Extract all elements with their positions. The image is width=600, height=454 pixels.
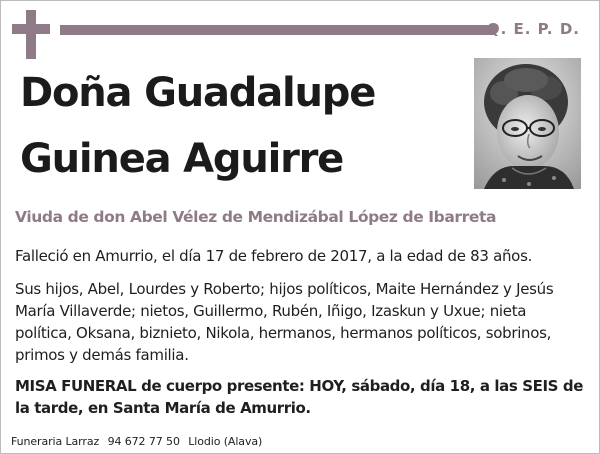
deceased-name-line-1: Doña Guadalupe <box>20 70 376 116</box>
footer <box>11 435 267 448</box>
funeral-mass-text: MISA FUNERAL de cuerpo presente: HOY, sábado, día 18, a las SEIS de la tarde, en Santa María de Amurrio. <box>15 377 583 417</box>
death-notice-text: Falleció en Amurrio, el día 17 de febrero de 2017, a la edad de 83 años. <box>15 247 533 265</box>
deceased-name-line-2: Guinea Aguirre <box>20 136 344 182</box>
header-rule <box>60 25 496 35</box>
cross-horizontal-bar <box>12 24 50 34</box>
family-text: Sus hijos, Abel, Lourdes y Roberto; hijos políticos, Maite Hernández y Jesús María Villaverde; nietos, Guillermo, Rubén, Iñigo, Izaskun y Uxue; nieta política, Oksana, biznieto, Nikola, hermanos, hermanos políticos, sobrinos, primos y demás familia. <box>15 280 554 364</box>
widow-of-line: Viuda de don Abel Vélez de Mendizábal López de Ibarreta <box>15 208 497 226</box>
funeral-home-phone: 94 672 77 50 <box>107 435 180 448</box>
funeral-home-name: Funeraria Larraz <box>11 435 100 448</box>
deceased-photo <box>474 58 581 189</box>
qepd-tag: Q. E. P. D. <box>486 20 580 38</box>
cross-vertical-bar <box>26 10 36 59</box>
funeral-home-location: Llodio (Alava) <box>188 435 263 448</box>
